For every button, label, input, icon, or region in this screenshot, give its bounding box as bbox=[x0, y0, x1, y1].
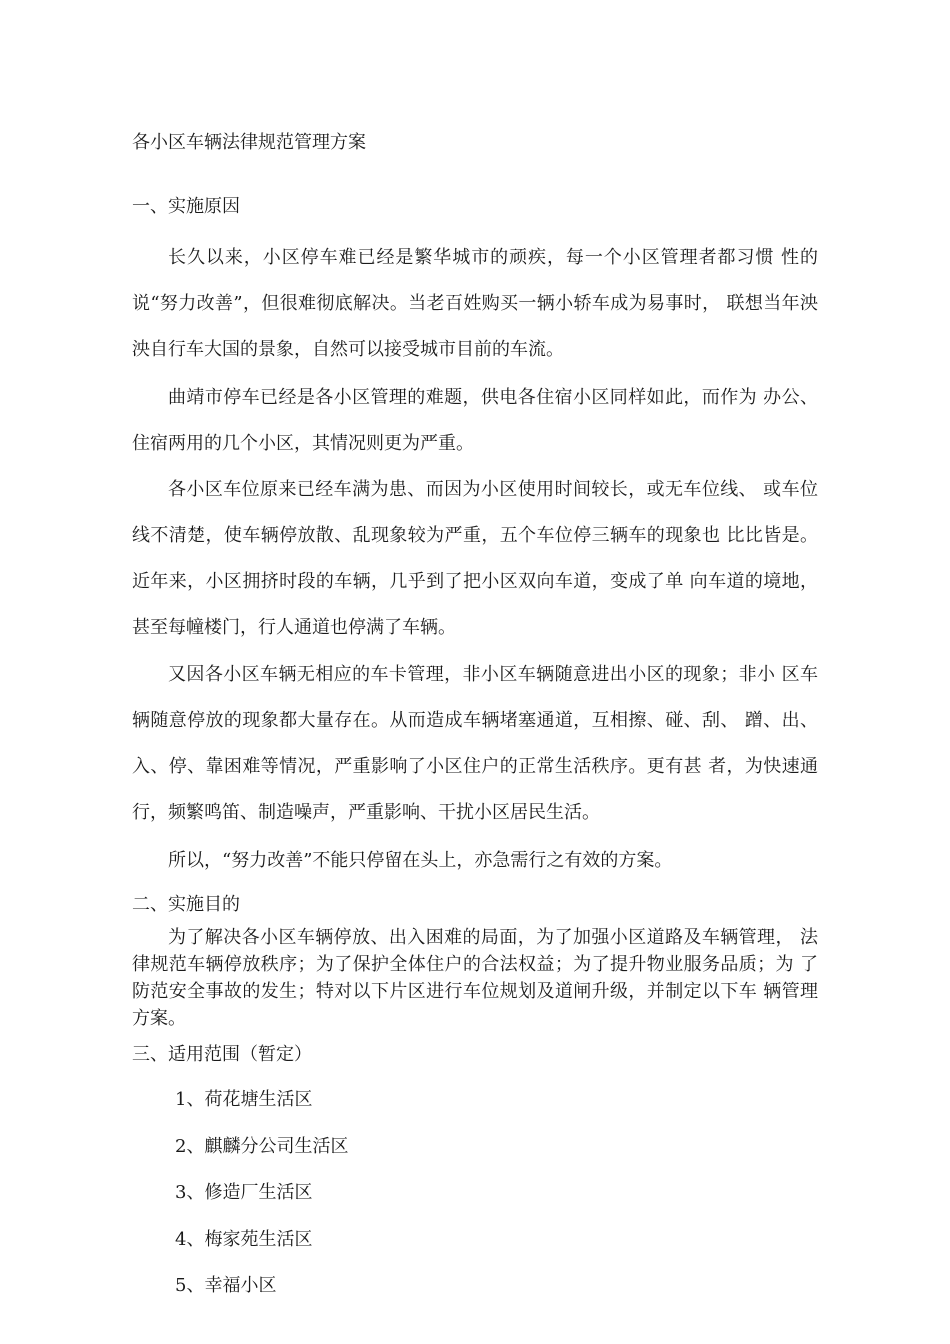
paragraph: 各小区车位原来已经车满为患、而因为小区使用时间较长，或无车位线、 或车位线不清楚，使车辆停放散、乱现象较为严重，五个车位停三辆车的现象也 比比皆是。近年来，小区拥挤时段的车辆，几乎到了把小区双向车道，变成了单 向车道的境地，甚至每幢楼门，行人通道也停满了车辆。 bbox=[132, 479, 818, 638]
section-heading-reasons: 一、实施原因 bbox=[132, 196, 240, 217]
paragraph: 所以，“努力改善”不能只停留在头上，亦急需行之有效的方案。 bbox=[168, 850, 673, 871]
paragraph: 为了解决各小区车辆停放、出入困难的局面，为了加强小区道路及车辆管理， 法律规范车辆停放秩序；为了保护全体住户的合法权益；为了提升物业服务品质；为 了防范安全事故的发生；特对以下片区进行车位规划及道闸升级，并制定以下车 辆管理方案。 bbox=[132, 927, 818, 1029]
section-heading-purpose: 二、实施目的 bbox=[132, 894, 240, 915]
list-item: 2、麒麟分公司生活区 bbox=[175, 1136, 349, 1157]
document-title: 各小区车辆法律规范管理方案 bbox=[132, 132, 366, 153]
paragraph: 长久以来，小区停车难已经是繁华城市的顽疾，每一个小区管理者都习惯 性的说“努力改善”，但很难彻底解决。当老百姓购买一辆小轿车成为易事时， 联想当年泱泱自行车大国的景象，自然可以接受城市目前的车流。 bbox=[132, 247, 818, 360]
paragraph: 曲靖市停车已经是各小区管理的难题，供电各住宿小区同样如此，而作为 办公、住宿两用的几个小区，其情况则更为严重。 bbox=[132, 387, 818, 454]
list-item: 5、幸福小区 bbox=[175, 1275, 277, 1296]
list-item: 1、荷花塘生活区 bbox=[175, 1089, 313, 1110]
section-heading-scope: 三、适用范围（暂定） bbox=[132, 1044, 312, 1065]
paragraph: 又因各小区车辆无相应的车卡管理，非小区车辆随意进出小区的现象；非小 区车辆随意停放的现象都大量存在。从而造成车辆堵塞通道，互相擦、碰、刮、 蹭、出、入、停、靠困难等情况，严重影响了小区住户的正常生活秩序。更有甚 者，为快速通行，频繁鸣笛、制造噪声，严重影响、干扰小区居民生活。 bbox=[132, 664, 818, 823]
list-item: 3、修造厂生活区 bbox=[175, 1182, 313, 1203]
list-item: 4、梅家苑生活区 bbox=[175, 1229, 313, 1250]
